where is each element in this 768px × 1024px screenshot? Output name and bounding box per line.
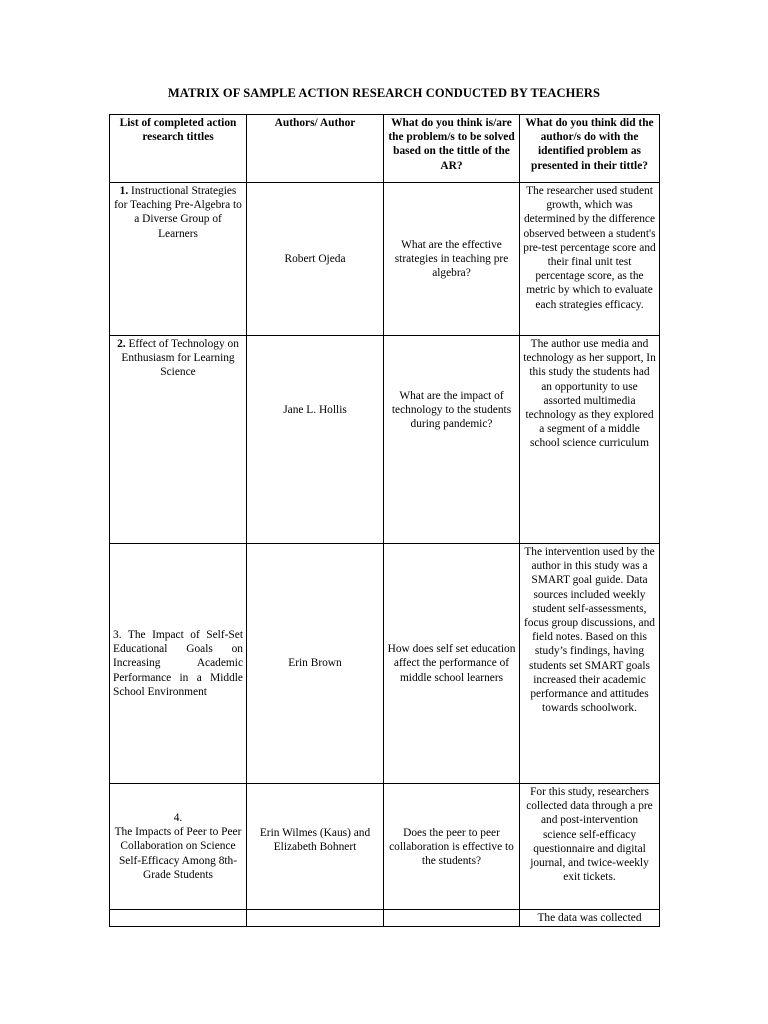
cell-title bbox=[110, 910, 247, 927]
table-row bbox=[110, 910, 660, 927]
cell-author: Robert Ojeda bbox=[247, 183, 384, 336]
header-authors: Authors/ Author bbox=[247, 115, 384, 183]
cell-problem bbox=[384, 910, 520, 927]
cell-author: Erin Brown bbox=[247, 544, 384, 784]
header-titles: List of completed action research tittles bbox=[110, 115, 247, 183]
row-number: 1. bbox=[119, 185, 129, 197]
cell-author: Jane L. Hollis bbox=[247, 336, 384, 544]
table-row bbox=[110, 336, 660, 544]
cell-problem: Does the peer to peer collaboration is effective to the students? bbox=[384, 784, 520, 910]
table-row bbox=[110, 544, 660, 784]
cell-problem: What are the effective strategies in teaching pre algebra? bbox=[384, 183, 520, 336]
row-title-block bbox=[113, 628, 243, 699]
row-title: Instructional Strategies for Teaching Pre-Algebra to a Diverse Group of Learners bbox=[114, 185, 242, 240]
cell-author: Erin Wilmes (Kaus) and Elizabeth Bohnert bbox=[247, 784, 384, 910]
table-header-row bbox=[110, 115, 660, 183]
header-action: What do you think did the author/s do with the identified problem as presented in their tittle? bbox=[520, 115, 660, 183]
research-matrix-table bbox=[109, 114, 660, 927]
cell-action: The intervention used by the author in this study was a SMART goal guide. Data sources included weekly student self-assessments, focus group discussions, and field notes. Based on this study’s findings, having students set SMART goals increased their academic performance and attitudes towards schoolwork. bbox=[520, 544, 660, 784]
header-problem: What do you think is/are the problem/s to be solved based on the tittle of the AR? bbox=[384, 115, 520, 183]
row-number: 2. bbox=[117, 338, 126, 350]
cell-action: The data was collected bbox=[520, 910, 660, 927]
row-title: Effect of Technology on Enthusiasm for Learning Science bbox=[121, 338, 239, 379]
table-row bbox=[110, 784, 660, 910]
row-number: 4. bbox=[173, 812, 183, 824]
cell-title bbox=[110, 784, 247, 910]
cell-title bbox=[110, 544, 247, 784]
row-number: 3. bbox=[113, 628, 122, 641]
cell-action: The author use media and technology as her support, In this study the students had an opportunity to use assorted multimedia technology as they explored a segment of a middle school science curriculum bbox=[520, 336, 660, 544]
cell-action: The researcher used student growth, which was determined by the difference observed between a student's pre-test percentage score and their final unit test percentage score, as the metric by which to evaluate each strategies efficacy. bbox=[520, 183, 660, 336]
page-title: MATRIX OF SAMPLE ACTION RESEARCH CONDUCTED BY TEACHERS bbox=[167, 86, 601, 100]
cell-problem: How does self set education affect the performance of middle school learners bbox=[384, 544, 520, 784]
table-row bbox=[110, 183, 660, 336]
row-title: The Impacts of Peer to Peer Collaboration on Science Self-Efficacy Among 8th-Grade Students bbox=[114, 826, 242, 881]
cell-action: For this study, researchers collected data through a pre and post-intervention science self-efficacy questionnaire and digital journal, and twice-weekly exit tickets. bbox=[520, 784, 660, 910]
cell-title bbox=[110, 336, 247, 544]
cell-problem: What are the impact of technology to the students during pandemic? bbox=[384, 336, 520, 544]
row-title: The Impact of Self-Set Educational Goals on Increasing Academic Performance in a Middle School Environment bbox=[113, 628, 243, 698]
cell-title bbox=[110, 183, 247, 336]
cell-author bbox=[247, 910, 384, 927]
